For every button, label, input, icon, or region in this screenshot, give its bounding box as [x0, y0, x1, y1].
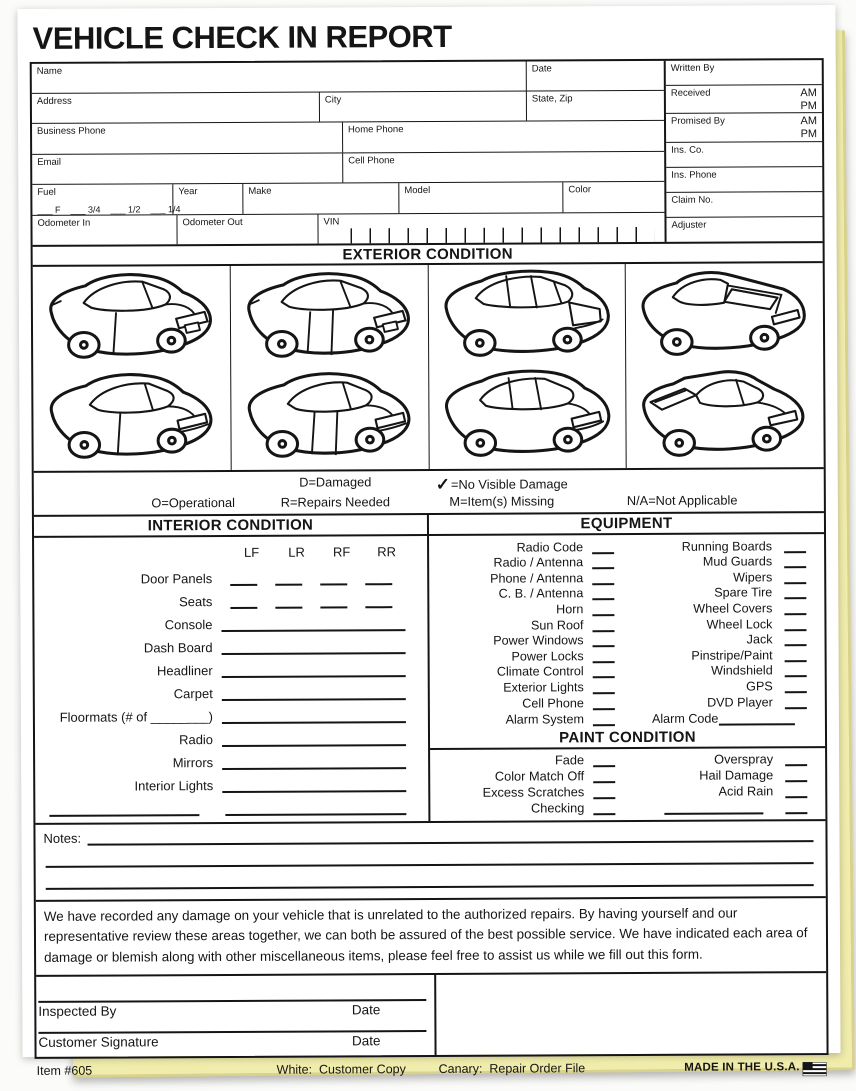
- make-label: Make: [248, 185, 272, 197]
- blank-line[interactable]: [593, 701, 615, 710]
- name-field[interactable]: [32, 62, 527, 94]
- claim-no-label: Claim No.: [671, 194, 714, 206]
- vehicle-diagram-sedan[interactable]: [230, 265, 429, 470]
- blank-line[interactable]: [320, 574, 347, 585]
- form-title: VEHICLE CHECK IN REPORT: [32, 18, 452, 56]
- signature-section: [36, 973, 826, 1057]
- blank-line[interactable]: [784, 622, 806, 631]
- exterior-condition-header: EXTERIOR CONDITION: [33, 243, 823, 267]
- legend-repairs-needed: R=Repairs Needed: [280, 494, 391, 510]
- blank-line[interactable]: [230, 575, 257, 586]
- year-field[interactable]: [173, 184, 243, 214]
- equipment-label: GPS: [746, 679, 773, 694]
- fuel-scale[interactable]: ___ F ___ 3/4 ___ 1/2 ___ 1/4: [37, 204, 181, 215]
- fuel-field[interactable]: [32, 184, 181, 215]
- wagon-line-drawing[interactable]: [430, 266, 624, 467]
- blank-line[interactable]: [593, 774, 615, 783]
- vin-label: VIN: [323, 216, 340, 228]
- paint-condition-section: [430, 727, 825, 820]
- odometer-in-label: Odometer In: [37, 217, 91, 229]
- equipment-label: Horn: [556, 602, 584, 617]
- blank-line[interactable]: [785, 637, 807, 646]
- blank-line[interactable]: [784, 559, 806, 568]
- odometer-out-field[interactable]: [177, 214, 318, 244]
- condition-legend: [34, 469, 824, 517]
- vehicle-diagram-coupe[interactable]: [33, 266, 232, 471]
- equipment-label: Radio Code: [516, 539, 584, 555]
- blank-line[interactable]: [593, 638, 615, 647]
- blank-line[interactable]: [592, 545, 614, 554]
- notes-line[interactable]: [46, 864, 814, 890]
- city-field[interactable]: [320, 92, 527, 122]
- vehicle-diagram-wagon[interactable]: [428, 264, 627, 469]
- vehicle-diagram-pickup[interactable]: [626, 263, 824, 468]
- paint-label: Fade: [554, 752, 585, 768]
- equipment-label: Wheel Covers: [693, 601, 773, 616]
- am-label[interactable]: AM: [800, 115, 818, 128]
- equipment-label: Exterior Lights: [503, 680, 584, 695]
- blank-line[interactable]: [222, 643, 406, 655]
- am-label[interactable]: AM: [800, 87, 817, 100]
- blank-line[interactable]: [593, 669, 615, 678]
- blank-line[interactable]: [221, 620, 405, 632]
- equipment-label: Wheel Lock: [706, 616, 773, 632]
- interior-row-dash-board: Dash Board: [36, 631, 419, 656]
- blank-line[interactable]: [785, 653, 807, 662]
- odometer-in-field[interactable]: [32, 215, 177, 245]
- paint-label: Overspray: [714, 751, 774, 767]
- cell-phone-label: Cell Phone: [348, 154, 395, 166]
- name-label: Name: [36, 65, 63, 77]
- equipment-label: Spare Tire: [714, 585, 773, 600]
- equipment-row-alarm: [432, 709, 819, 727]
- address-field[interactable]: [32, 93, 320, 124]
- state-zip-label: State, Zip: [531, 93, 573, 105]
- blank-line[interactable]: [222, 781, 406, 793]
- equipment-section: [429, 513, 825, 728]
- alarm-code-label: Alarm Code: [651, 711, 719, 726]
- blank-line[interactable]: [785, 684, 807, 693]
- make-field[interactable]: [243, 183, 399, 214]
- legend-items-missing: M=Item(s) Missing: [449, 493, 555, 509]
- interior-row-carpet: Carpet: [37, 677, 420, 702]
- equipment-label: Mud Guards: [702, 554, 773, 569]
- paint-label: Hail Damage: [699, 767, 774, 783]
- state-zip-field[interactable]: [527, 91, 664, 121]
- legend-operational: O=Operational: [151, 494, 236, 511]
- blank-line[interactable]: [784, 606, 806, 615]
- fuel-label: Fuel: [37, 186, 56, 198]
- interior-row-floormats: Floormats (# of ________): [37, 700, 420, 725]
- adjuster-label: Adjuster: [671, 219, 707, 231]
- made-in-usa-label: MADE IN THE U.S.A.: [684, 1061, 800, 1074]
- received-field[interactable]: [666, 85, 822, 114]
- blank-line[interactable]: [664, 805, 763, 814]
- interior-row-seats: Seats: [36, 585, 419, 610]
- blank-line[interactable]: [592, 623, 614, 632]
- date-label: Date: [351, 1002, 381, 1018]
- canary-copy-note: Canary: Repair Order File: [438, 1061, 586, 1077]
- address-label: Address: [36, 95, 72, 108]
- check-mark-icon: ✓: [435, 474, 451, 494]
- promised-by-label: Promised By: [670, 115, 725, 128]
- equipment-label: Windshield: [711, 663, 773, 678]
- email-label: Email: [37, 156, 61, 168]
- blank-line[interactable]: [222, 758, 406, 770]
- model-label: Model: [404, 184, 431, 196]
- blank-line[interactable]: [592, 560, 614, 569]
- blank-line[interactable]: [593, 790, 615, 799]
- blank-line[interactable]: [593, 758, 615, 767]
- business-phone-field[interactable]: [32, 123, 343, 154]
- pm-label[interactable]: PM: [800, 128, 818, 141]
- blank-line[interactable]: [785, 757, 807, 766]
- pickup-line-drawing[interactable]: [628, 265, 822, 466]
- notes-label: Notes:: [43, 830, 82, 846]
- blank-line[interactable]: [222, 735, 406, 747]
- legend-not-applicable: N/A=Not Applicable: [626, 492, 738, 509]
- equipment-label: Pinstripe/Paint: [691, 648, 773, 663]
- equipment-label: Jack: [746, 632, 773, 647]
- equipment-label: Wipers: [733, 570, 773, 585]
- blank-line[interactable]: [222, 689, 406, 701]
- date-label: Date: [351, 1033, 381, 1049]
- interior-condition-section: [34, 515, 430, 823]
- ins-co-field[interactable]: [666, 142, 822, 168]
- color-field[interactable]: [563, 182, 664, 212]
- form-footer: [35, 1060, 829, 1078]
- business-phone-label: Business Phone: [37, 125, 106, 138]
- blank-line[interactable]: [784, 575, 806, 584]
- white-copy-note: White: Customer Copy: [276, 1062, 406, 1077]
- ins-phone-field[interactable]: [666, 167, 822, 193]
- blank-line[interactable]: [718, 716, 795, 725]
- written-by-field[interactable]: [666, 60, 822, 86]
- equipment-label: Climate Control: [496, 664, 584, 680]
- vehicle-diagram-row: [33, 263, 824, 473]
- date-field[interactable]: [527, 61, 664, 91]
- blank-line[interactable]: [785, 789, 807, 798]
- ins-co-label: Ins. Co.: [671, 144, 704, 156]
- blank-line[interactable]: [785, 805, 807, 814]
- blank-line[interactable]: [593, 685, 615, 694]
- blank-line[interactable]: [222, 712, 406, 724]
- claim-no-field[interactable]: [666, 192, 822, 218]
- inspected-by-label: Inspected By: [38, 1003, 117, 1020]
- paint-label: Excess Scratches: [482, 784, 585, 800]
- equipment-label: Power Locks: [511, 648, 584, 664]
- equipment-header: EQUIPMENT: [429, 513, 824, 536]
- blank-line[interactable]: [49, 805, 199, 817]
- coupe-line-drawing[interactable]: [35, 268, 229, 469]
- written-by-label: Written By: [670, 62, 715, 74]
- blank-line[interactable]: [784, 544, 806, 553]
- header-field-grid: [32, 60, 823, 247]
- form-body: [30, 58, 829, 1059]
- equipment-label: Cell Phone: [522, 695, 584, 711]
- email-field[interactable]: [32, 153, 343, 184]
- paint-condition-header: PAINT CONDITION: [430, 727, 825, 750]
- paint-label: Color Match Off: [494, 768, 585, 784]
- customer-signature-label: Customer Signature: [38, 1034, 159, 1051]
- interior-row-radio: Radio: [37, 723, 420, 748]
- disclaimer-text: We have recorded any damage on your vehicle that is unrelated to the authorized repairs. By having yourself and our representative review these areas together, we can both be assured of the best possible service. We have indicated each area of damage or blemish along with other miscellaneous items, please feel free to assist us while we fill out this form.: [36, 898, 826, 977]
- interior-row-console: Console: [36, 608, 419, 633]
- blank-line[interactable]: [225, 804, 406, 816]
- paint-label: Acid Rain: [718, 783, 774, 799]
- form-sheet: [17, 5, 840, 1079]
- vin-field[interactable]: [318, 213, 664, 244]
- legend-damaged: D=Damaged: [299, 474, 372, 490]
- promised-by-field[interactable]: [666, 113, 822, 142]
- received-label: Received: [670, 87, 711, 99]
- blank-line[interactable]: [592, 607, 614, 616]
- blank-line[interactable]: [365, 574, 392, 585]
- interior-row-interior-lights: Interior Lights: [37, 769, 420, 794]
- office-use-box[interactable]: [434, 973, 826, 1055]
- blank-line[interactable]: [593, 717, 615, 726]
- date-label: Date: [531, 63, 552, 75]
- pm-label[interactable]: PM: [800, 99, 817, 112]
- legend-no-visible-damage: ✓=No Visible Damage: [435, 474, 568, 494]
- blank-line[interactable]: [222, 666, 406, 678]
- blank-line[interactable]: [785, 668, 807, 677]
- adjuster-field[interactable]: [666, 217, 822, 242]
- home-phone-label: Home Phone: [348, 124, 404, 136]
- paint-label: Checking: [530, 799, 585, 816]
- interior-row-extra: [37, 792, 420, 817]
- ins-phone-label: Ins. Phone: [671, 169, 717, 181]
- equipment-label: Sun Roof: [530, 617, 584, 633]
- blank-line[interactable]: [785, 700, 807, 709]
- blank-line[interactable]: [592, 576, 614, 585]
- blank-line[interactable]: [275, 575, 302, 586]
- equipment-label: Power Windows: [493, 633, 584, 648]
- odometer-out-label: Odometer Out: [182, 216, 243, 229]
- year-label: Year: [178, 185, 198, 198]
- blank-line[interactable]: [275, 598, 302, 609]
- equipment-label: DVD Player: [707, 694, 773, 710]
- item-number: Item #605: [36, 1063, 93, 1079]
- blank-line[interactable]: [320, 597, 347, 608]
- interior-condition-header: INTERIOR CONDITION: [34, 515, 427, 538]
- notes-section: [35, 821, 825, 902]
- city-label: City: [324, 94, 342, 106]
- cell-phone-field[interactable]: [343, 151, 664, 182]
- equipment-label: Alarm System: [505, 711, 584, 727]
- blank-line[interactable]: [785, 773, 807, 782]
- model-field[interactable]: [399, 182, 563, 213]
- interior-position-columns: LF LR RF RR: [243, 543, 397, 560]
- blank-line[interactable]: [230, 598, 257, 609]
- interior-row-door-panels: Door Panels: [36, 562, 419, 587]
- blank-line[interactable]: [784, 591, 806, 600]
- us-flag-icon: [803, 1062, 827, 1076]
- equipment-label: C. B. / Antenna: [498, 586, 584, 602]
- blank-line[interactable]: [593, 806, 615, 815]
- home-phone-field[interactable]: [343, 121, 664, 152]
- color-label: Color: [568, 184, 592, 196]
- equipment-label: Running Boards: [681, 538, 773, 554]
- sedan-line-drawing[interactable]: [232, 267, 426, 468]
- vin-character-boxes[interactable]: [351, 227, 655, 243]
- blank-line[interactable]: [365, 597, 392, 608]
- interior-row-mirrors: Mirrors: [37, 746, 420, 771]
- blank-line[interactable]: [593, 654, 615, 663]
- interior-row-headliner: Headliner: [37, 654, 420, 679]
- blank-line[interactable]: [592, 591, 614, 600]
- equipment-label: Radio / Antenna: [493, 555, 584, 570]
- equipment-label: Phone / Antenna: [490, 571, 584, 586]
